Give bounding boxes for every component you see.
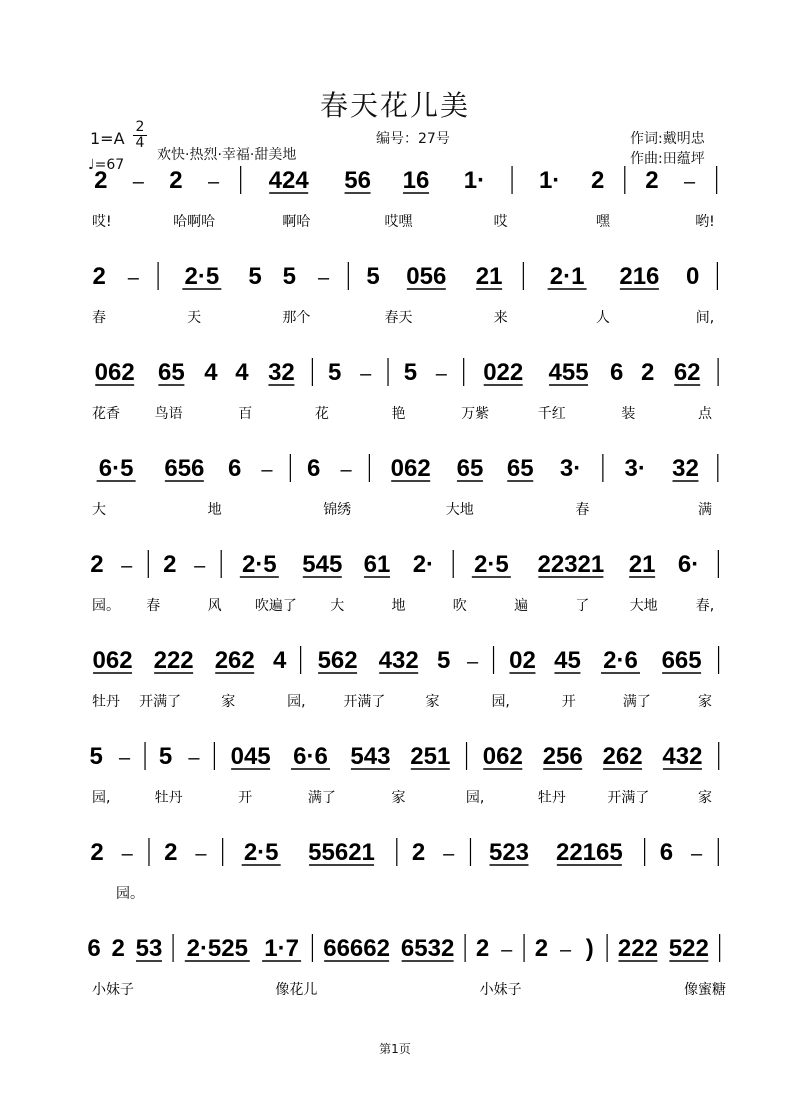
lyric: 大 [92,502,106,518]
lyric: 园, [491,694,510,710]
lyric: 地 [207,502,222,518]
note-group: 2 [92,263,106,290]
sustain-dash: – [683,171,696,193]
note-group: 21 [628,551,656,578]
note-group: 4 [204,359,218,386]
lyric: 园。 [116,886,144,902]
note-group: 062 [390,455,431,482]
note-group: 65 [456,455,484,482]
note-group: 32 [672,455,699,482]
sustain-dash: – [318,267,330,289]
note-group: ) [585,935,594,962]
lyric: 小妹子 [479,982,522,998]
lyric: 园, [92,790,111,806]
lyric: 春 [92,310,106,326]
note-group: 2 [645,167,659,194]
note-group: 045 [230,743,271,770]
note-group: 222 [617,935,658,962]
note-group: 2· [412,551,435,578]
note-group: 2 [90,551,104,578]
note-group: 32 [268,359,295,386]
lyric: 像蜜糖 [684,982,726,998]
note-group: 2·6 [603,647,638,674]
note-group: 21 [475,263,503,290]
page-number: 第1页 [379,1042,411,1056]
lyric: 地 [391,598,406,614]
lyric: 春 [146,598,161,614]
lyric: 家 [221,694,236,710]
lyric: 哈啊哈 [173,214,216,230]
note-group: 2 [534,935,549,962]
note-group: 455 [548,359,589,386]
note-group: 45 [554,647,581,674]
note-group: 022 [483,359,524,386]
note-group: 3· [624,455,646,482]
note-group: 432 [662,743,703,770]
note-group: 1·7 [264,935,299,962]
note-group: 2 [164,839,178,866]
lyric: 锦绣 [323,502,352,518]
note-group: 5 [403,359,418,386]
note-group: 656 [164,455,205,482]
note-group: 6 [87,935,101,962]
lyric: 装 [621,406,636,422]
lyric: 人 [595,310,610,326]
note-group: 6 [659,839,674,866]
note-group: 056 [406,263,447,290]
lyric: 来 [493,310,508,326]
lyric: 点 [698,406,712,422]
key-signature: 1=A [90,129,125,148]
lyric: 遍 [514,598,529,614]
lyric: 牡丹 [92,694,120,710]
note-group: 2 [640,359,655,386]
lyric: 家 [698,694,712,710]
lyric: 大地 [445,502,474,518]
lyric: 开满了 [343,694,386,710]
lyric: 鸟语 [154,406,183,422]
note-group: 1· [538,167,561,194]
note-group: 65 [506,455,534,482]
lyric: 小妹子 [92,982,134,998]
sustain-dash: – [127,267,139,289]
lyric: 哟! [695,214,715,230]
lyric: 风 [207,598,222,614]
lyric: 牡丹 [154,790,183,806]
lyric: 大 [330,598,345,614]
sustain-dash: – [340,459,352,481]
composer: 作曲:田蕴坪 [630,151,705,167]
lyric: 牡丹 [537,790,566,806]
lyric: 春, [695,598,715,614]
lyric: 大地 [629,598,658,614]
note-group: 5 [158,743,173,770]
lyric: 了 [575,598,590,614]
lyric: 春 [575,502,590,518]
sustain-dash: – [188,747,200,769]
note-group: 5 [437,647,451,674]
note-group: 6·6 [293,743,328,770]
time-signature-top: 2 [135,119,145,135]
note-group: 22321 [537,551,605,578]
lyric: 满 [698,502,712,518]
note-group: 2 [590,167,605,194]
note-group: 55621 [308,839,375,866]
lyric: 嘿 [595,214,610,230]
note-group: 216 [619,263,660,290]
note-group: 2·5 [241,551,277,578]
note-group: 6· [677,551,700,578]
note-group: 545 [302,551,343,578]
note-group: 16 [402,167,430,194]
lyric: 花香 [92,406,120,422]
note-group: 062 [92,647,133,674]
note-group: 2·5 [184,263,220,290]
lyric: 开满了 [607,790,650,806]
note-group: 6 [610,359,624,386]
lyric: 开 [238,790,253,806]
sustain-dash: – [121,843,133,865]
note-group: 062 [94,359,135,386]
note-group: 251 [410,743,451,770]
note-group: 6 [227,455,242,482]
note-group: 53 [135,935,163,962]
sustain-dash: – [194,555,206,577]
lyric: 家 [391,790,406,806]
note-group: 02 [509,647,536,674]
note-group: 22165 [555,839,623,866]
lyric: 家 [425,694,440,710]
note-group: 2 [94,167,108,194]
sustain-dash: – [121,555,133,577]
note-group: 2·5 [473,551,509,578]
note-group: 222 [153,647,194,674]
note-group: 5 [366,263,380,290]
note-group: 522 [668,935,709,962]
lyric: 像花儿 [275,982,318,998]
note-group: 5 [248,263,262,290]
sustain-dash: – [132,171,144,193]
lyric: 园, [287,694,306,710]
note-group: 2 [475,935,490,962]
note-group: 562 [317,647,358,674]
lyric: 春天 [384,310,413,326]
note-group: 65 [158,359,185,386]
note-group: 543 [350,743,391,770]
note-group: 2 [90,839,104,866]
note-group: 4 [235,359,249,386]
sustain-dash: – [560,939,572,961]
lyric: 开满了 [139,694,182,710]
lyric: 吹遍了 [254,598,297,614]
note-group: 5 [328,359,342,386]
sustain-dash: – [118,747,131,769]
lyric: 百 [238,406,253,422]
lyric: 开 [561,694,576,710]
note-group: 262 [214,647,255,674]
lyric: 哎嘿 [384,214,413,230]
note-group: 523 [488,839,530,866]
note-group: 0 [685,263,700,290]
note-group: 5 [282,263,297,290]
lyric: 千红 [537,406,566,422]
lyric: 园。 [92,598,120,614]
lyric: 那个 [282,310,311,326]
sustain-dash: – [207,171,220,193]
note-group: 5 [89,743,103,770]
note-group: 4 [273,647,287,674]
note-group: 2 [111,935,125,962]
lyric: 园, [465,790,485,806]
lyric: 花 [314,406,329,422]
lyric: 天 [187,310,202,326]
note-group: 2 [411,839,426,866]
note-group: 56 [344,167,371,194]
lyric: 哎 [493,214,508,230]
note-group: 3· [559,455,582,482]
lyric: 满了 [622,694,651,710]
note-group: 6532 [400,935,455,962]
lyric: 啊哈 [282,214,311,230]
expression-mark: 欢快·热烈·幸福·甜美地 [157,147,297,163]
sustain-dash: – [443,843,455,865]
note-group: 1· [463,167,486,194]
note-group: 6·5 [98,455,134,482]
sustain-dash: – [261,459,273,481]
score-number: 编号：27号 [376,131,450,147]
note-group: 262 [602,743,643,770]
note-group: 062 [482,743,523,770]
sustain-dash: – [360,363,372,385]
sustain-dash: – [501,939,513,961]
note-group: 2·525 [186,935,248,962]
tempo-mark: ♩=67 [88,157,125,173]
note-group: 6 [307,455,321,482]
lyric: 家 [698,790,712,806]
note-group: 2 [169,167,183,194]
time-signature-bottom: 4 [133,135,147,151]
note-group: 424 [268,167,309,194]
lyric: 满了 [307,790,336,806]
lyric: 万紫 [461,406,490,422]
note-group: 66662 [323,935,390,962]
note-group: 2·1 [549,263,585,290]
note-group: 62 [673,359,701,386]
lyric: 艳 [391,406,406,422]
sustain-dash: – [435,363,447,385]
note-group: 665 [661,647,702,674]
note-group: 61 [363,551,391,578]
note-group: 432 [378,647,419,674]
sustain-dash: – [195,843,207,865]
lyric: 间, [695,310,715,326]
note-group: 2 [163,551,177,578]
lyricist: 作词:戴明忠 [630,131,705,147]
sustain-dash: – [467,651,479,673]
note-group: 2·5 [243,839,279,866]
page-title: 春天花儿美 [319,89,470,122]
note-group: 256 [542,743,583,770]
lyric: 哎! [92,214,112,230]
sustain-dash: – [690,843,703,865]
lyric: 吹 [452,598,467,614]
